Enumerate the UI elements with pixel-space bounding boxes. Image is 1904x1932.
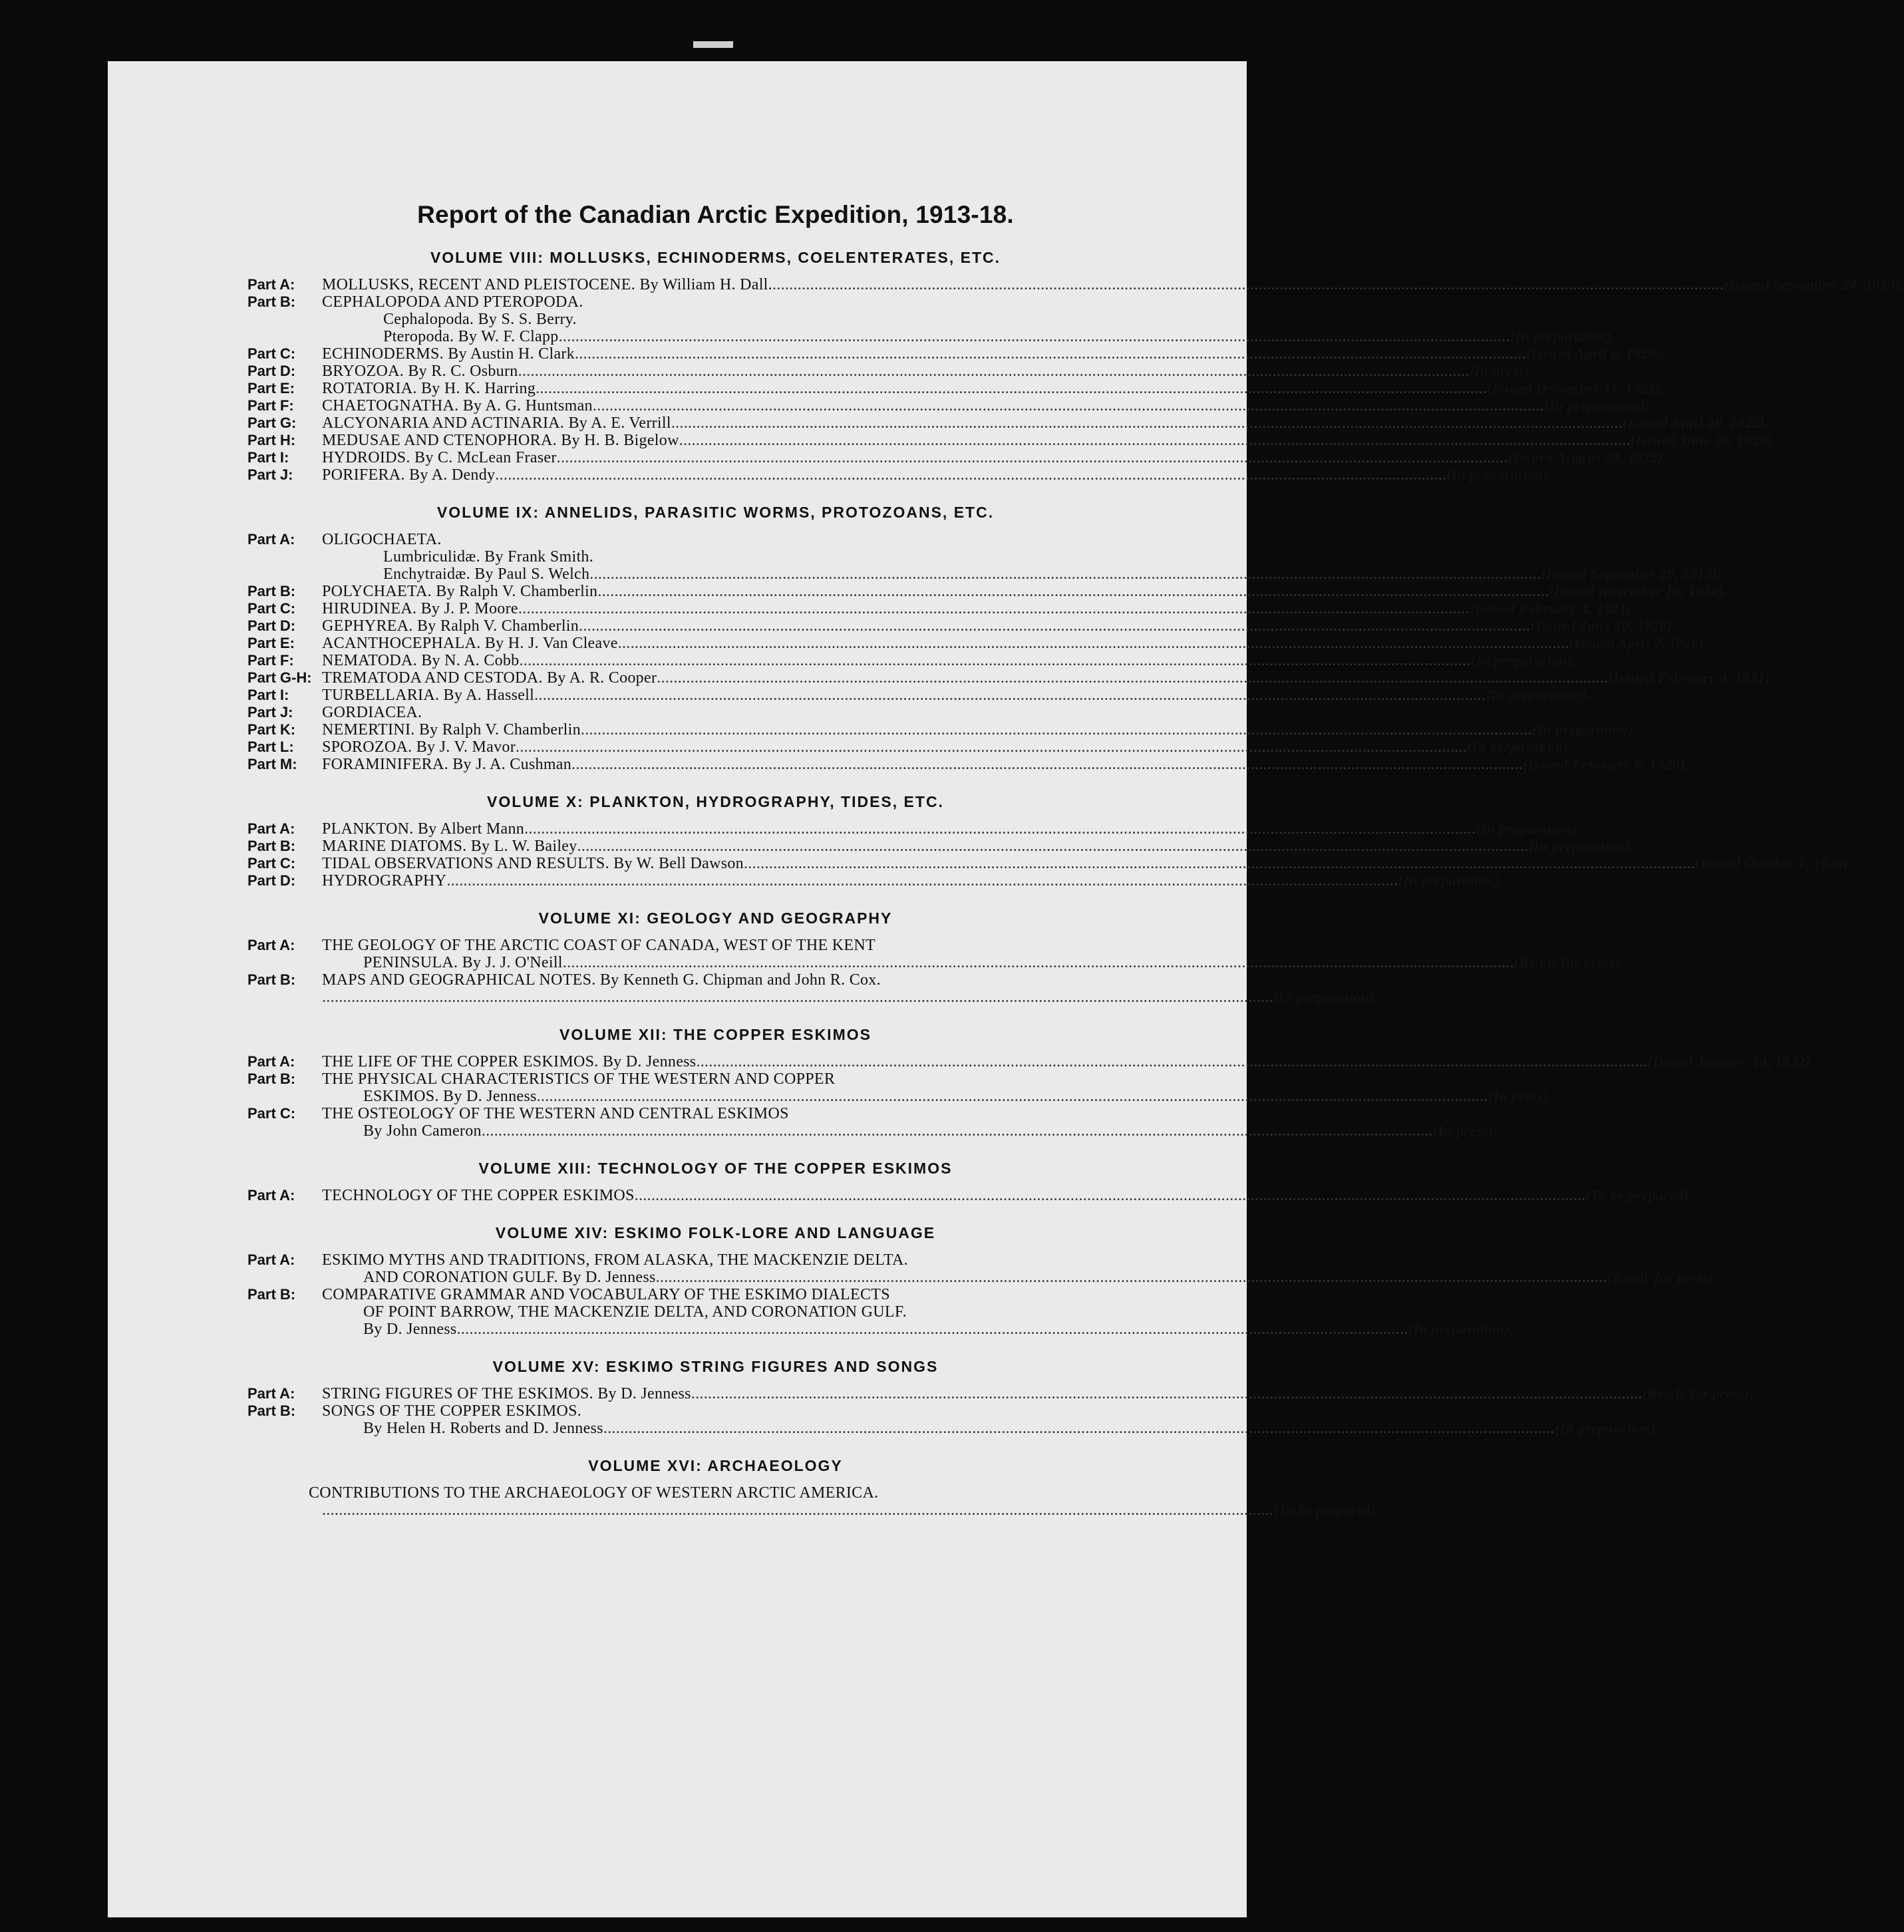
- part-status: (Issued April 6, 1920).: [1526, 345, 1665, 362]
- part-entry: [247, 617, 1676, 635]
- part-label: Part J:: [247, 704, 293, 721]
- leader-dots: [575, 345, 1526, 363]
- leader-dots: [537, 1088, 1488, 1105]
- part-entry: [247, 1420, 1660, 1437]
- leader-dots: [495, 466, 1446, 484]
- leader-dots: [657, 669, 1608, 687]
- part-entry: [247, 432, 1776, 449]
- part-status: (In preparation).: [1470, 652, 1576, 669]
- part-label: Part A:: [247, 1251, 295, 1268]
- part-entry: [247, 1105, 1184, 1122]
- part-title: GEPHYREA. By Ralph V. Chamberlin: [322, 617, 579, 635]
- part-label: Part A:: [247, 820, 295, 837]
- part-entry: [247, 721, 1637, 738]
- part-title: By D. Jenness: [363, 1321, 457, 1338]
- leader-dots: [744, 855, 1695, 872]
- part-entry: [247, 738, 1573, 756]
- part-status: (Ready for press).: [1607, 1269, 1718, 1285]
- part-entry: [247, 1286, 1184, 1303]
- part-title: AND CORONATION GULF. By D. Jenness: [363, 1269, 656, 1286]
- part-label: Part A:: [247, 531, 295, 548]
- part-status: (Issued October 1, 1920).: [1695, 855, 1852, 872]
- leader-dots: [593, 397, 1544, 414]
- part-label: Part B:: [247, 583, 296, 599]
- part-status: (In preparation).: [1398, 872, 1504, 889]
- volume-heading: VOLUME XII: THE COPPER ESKIMOS: [559, 1026, 872, 1043]
- page-content: [247, 201, 1904, 1519]
- part-entry: [247, 380, 1665, 397]
- part-title: COMPARATIVE GRAMMAR AND VOCABULARY OF THE ESKIMO DIALECTS: [322, 1286, 890, 1303]
- part-status: (Issued June 10, 1920).: [1530, 617, 1676, 634]
- leader-dots: [635, 1187, 1586, 1204]
- leader-dots: [581, 721, 1532, 738]
- part-entry: [247, 954, 1625, 971]
- part-label: Part D:: [247, 872, 296, 889]
- page-mark: [693, 41, 733, 48]
- leader-dots: [579, 617, 1530, 635]
- volume-heading: VOLUME XI: GEOLOGY AND GEOGRAPHY: [538, 909, 893, 927]
- part-label: Part F:: [247, 397, 294, 414]
- part-status: (Issued November 16, 1920).: [1549, 583, 1728, 599]
- part-entry: [247, 756, 1689, 773]
- part-title: THE GEOLOGY OF THE ARCTIC COAST OF CANADA, WEST OF THE KENT: [322, 937, 875, 954]
- part-title: ESKIMO MYTHS AND TRADITIONS, FROM ALASKA, THE MACKENZIE DELTA.: [322, 1251, 908, 1269]
- leader-dots: [518, 363, 1470, 380]
- part-status: (Issued September 24, 1919).: [1724, 276, 1904, 293]
- part-entry: [247, 1088, 1552, 1105]
- part-entry: [247, 1053, 1814, 1070]
- part-entry: [247, 1321, 1513, 1338]
- part-status: (Issued January 14, 1922).: [1647, 1053, 1814, 1070]
- part-title: Lumbriculidæ. By Frank Smith.: [383, 548, 594, 565]
- part-label: Part A:: [247, 1385, 295, 1402]
- leader-dots: [671, 414, 1623, 432]
- part-entry: [247, 1402, 1184, 1420]
- part-entry: [247, 855, 1852, 872]
- part-title: GORDIACEA.: [322, 704, 422, 721]
- leader-dots: [516, 738, 1467, 756]
- leader-dots: [597, 583, 1549, 600]
- leader-dots: [656, 1269, 1607, 1286]
- part-status: (Issued April 7, 1920).: [1569, 635, 1708, 651]
- part-status: (Issued April 28, 1922).: [1622, 414, 1769, 431]
- leader-dots: [559, 328, 1510, 345]
- part-title: PLANKTON. By Albert Mann: [322, 820, 525, 838]
- part-label: Part B:: [247, 293, 296, 310]
- leader-dots: [563, 954, 1514, 971]
- part-entry: [247, 414, 1769, 432]
- part-label: Part D:: [247, 617, 296, 634]
- leader-dots: [457, 1321, 1408, 1338]
- part-status: (In press).: [1432, 1122, 1498, 1139]
- part-label: Part A:: [247, 1053, 295, 1070]
- part-entry: [247, 311, 1184, 328]
- part-title: TREMATODA AND CESTODA. By A. R. Cooper: [322, 669, 657, 687]
- part-entry: [247, 466, 1552, 484]
- part-status: (Issued June 30, 1920).: [1630, 432, 1776, 448]
- part-title: MARINE DIATOMS. By L. W. Bailey: [322, 838, 577, 855]
- part-label: Part A:: [247, 276, 295, 293]
- part-title: By Helen H. Roberts and D. Jenness: [363, 1420, 603, 1437]
- part-entry: [247, 989, 1379, 1006]
- part-entry: [247, 1269, 1718, 1286]
- part-title: SPOROZOA. By J. V. Mavor: [322, 738, 516, 756]
- part-title: Cephalopoda. By S. S. Berry.: [383, 311, 577, 328]
- part-title: PORIFERA. By A. Dendy: [322, 466, 496, 484]
- part-entry: [247, 583, 1728, 600]
- part-title: POLYCHAETA. By Ralph V. Chamberlin: [322, 583, 598, 600]
- part-entry: [247, 565, 1721, 583]
- part-entry: [247, 635, 1708, 652]
- part-entry: [247, 1070, 1184, 1088]
- part-title: ACANTHOCEPHALA. By H. J. Van Cleave: [322, 635, 618, 652]
- leader-dots: [322, 1502, 1273, 1519]
- part-status: (In preparation).: [1486, 687, 1591, 703]
- part-entry: [247, 1484, 1184, 1502]
- part-title: By John Cameron: [363, 1122, 482, 1140]
- leader-dots: [571, 756, 1523, 773]
- part-status: (Ready for press).: [1642, 1385, 1754, 1402]
- part-entry: [247, 971, 1184, 989]
- part-entry: [247, 669, 1774, 687]
- part-label: Part A:: [247, 1187, 295, 1204]
- part-status: (In preparation).: [1528, 838, 1634, 854]
- part-title: ECHINODERMS. By Austin H. Clark: [322, 345, 575, 363]
- part-entry: [247, 345, 1665, 363]
- part-label: Part C:: [247, 1105, 296, 1122]
- leader-dots: [536, 380, 1487, 397]
- part-label: Part E:: [247, 380, 295, 397]
- part-entry: [247, 276, 1904, 293]
- part-title: MOLLUSKS, RECENT AND PLEISTOCENE. By William H. Dall.: [322, 276, 772, 293]
- part-title: FORAMINIFERA. By J. A. Cushman: [322, 756, 572, 773]
- leader-dots: [603, 1420, 1555, 1437]
- leader-dots: [772, 276, 1724, 293]
- part-status: (Issued September 29, 1919).: [1541, 565, 1721, 582]
- part-title: MAPS AND GEOGRAPHICAL NOTES. By Kenneth G. Chipman and John R. Cox.: [322, 971, 881, 989]
- part-entry: [247, 600, 1636, 617]
- part-status: (In preparation).: [1532, 721, 1637, 738]
- part-status: (To be prepared).: [1585, 1187, 1692, 1204]
- part-status: (Issued August 24, 1922).: [1507, 449, 1667, 466]
- part-entry: [247, 1251, 1184, 1269]
- part-entry: [247, 1122, 1498, 1140]
- part-label: Part G-H:: [247, 669, 312, 686]
- part-entry: [247, 820, 1581, 838]
- part-title: NEMERTINI. By Ralph V. Chamberlin: [322, 721, 581, 738]
- part-status: (Issued February 4, 1921).: [1469, 600, 1636, 617]
- leader-dots: [577, 838, 1529, 855]
- part-title: BRYOZOA. By R. C. Osburn: [322, 363, 518, 380]
- page-title: Report of the Canadian Arctic Expedition, 1913-18.: [417, 201, 1014, 228]
- part-title: ALCYONARIA AND ACTINARIA. By A. E. Verrill: [322, 414, 671, 432]
- part-title: THE LIFE OF THE COPPER ESKIMOS. By D. Jenness: [322, 1053, 697, 1070]
- leader-dots: [691, 1385, 1643, 1402]
- volume-heading: VOLUME VIII: MOLLUSKS, ECHINODERMS, COELENTERATES, ETC.: [430, 249, 1001, 266]
- part-title: OF POINT BARROW, THE MACKENZIE DELTA, AND CORONATION GULF.: [363, 1303, 907, 1321]
- leader-dots: [482, 1122, 1433, 1140]
- part-title: Pteropoda. By W. F. Clapp: [383, 328, 559, 345]
- part-entry: [247, 1385, 1754, 1402]
- part-title: CHAETOGNATHA. By A. G. Huntsman: [322, 397, 593, 414]
- part-title: TURBELLARIA. By A. Hassell: [322, 687, 535, 704]
- part-status: (In preparation).: [1467, 738, 1573, 755]
- part-entry: [247, 548, 1184, 565]
- part-label: Part D:: [247, 363, 296, 379]
- part-entry: [247, 652, 1576, 669]
- part-title: HIRUDINEA. By J. P. Moore: [322, 600, 518, 617]
- part-entry: [247, 872, 1504, 889]
- part-entry: [247, 937, 1184, 954]
- part-title: THE PHYSICAL CHARACTERISTICS OF THE WESTERN AND COPPER: [322, 1070, 836, 1088]
- leader-dots: [534, 687, 1486, 704]
- part-status: (In preparation).: [1509, 328, 1615, 345]
- part-title: OLIGOCHAETA.: [322, 531, 442, 548]
- leader-dots: [446, 872, 1398, 889]
- part-status: (In preparation).: [1446, 466, 1552, 483]
- volume-heading: VOLUME IX: ANNELIDS, PARASITIC WORMS, PROTOZOANS, ETC.: [436, 504, 995, 521]
- part-label: Part E:: [247, 635, 295, 651]
- part-title: STRING FIGURES OF THE ESKIMOS. By D. Jenness: [322, 1385, 691, 1402]
- part-title: TECHNOLOGY OF THE COPPER ESKIMOS: [322, 1187, 635, 1204]
- part-label: Part B:: [247, 838, 296, 854]
- document-page: [108, 61, 1904, 1917]
- part-label: Part G:: [247, 414, 297, 431]
- leader-dots: [524, 820, 1476, 838]
- part-label: Part B:: [247, 1070, 296, 1087]
- leader-dots: [696, 1053, 1647, 1070]
- part-entry: [247, 449, 1667, 466]
- part-label: Part F:: [247, 652, 294, 669]
- part-label: Part B:: [247, 1286, 296, 1303]
- leader-dots: [618, 635, 1569, 652]
- part-label: Part B:: [247, 1402, 296, 1419]
- part-status: (In press).: [1488, 1088, 1552, 1104]
- part-status: (Ready for press).: [1513, 954, 1625, 971]
- volume-heading: VOLUME X: PLANKTON, HYDROGRAPHY, TIDES, ETC.: [487, 793, 944, 810]
- part-title: NEMATODA. By N. A. Cobb: [322, 652, 520, 669]
- part-status: (To be prepared).: [1273, 1502, 1380, 1518]
- part-title: MEDUSAE AND CTENOPHORA. By H. B. Bigelow: [322, 432, 679, 449]
- part-status: (In preparation).: [1273, 989, 1379, 1005]
- part-entry: [247, 1502, 1380, 1519]
- part-entry: [247, 397, 1649, 414]
- part-label: Part L:: [247, 738, 294, 755]
- part-title: PENINSULA. By J. J. O'Neill: [363, 954, 563, 971]
- part-label: Part C:: [247, 600, 296, 617]
- part-status: (In preparation).: [1554, 1420, 1660, 1436]
- part-label: Part I:: [247, 449, 289, 466]
- part-label: Part M:: [247, 756, 297, 772]
- part-status: (In preparation).: [1543, 397, 1649, 414]
- part-title: HYDROIDS. By C. McLean Fraser: [322, 449, 557, 466]
- part-title: CONTRIBUTIONS TO THE ARCHAEOLOGY OF WESTERN ARCTIC AMERICA.: [309, 1484, 879, 1502]
- part-label: Part B:: [247, 971, 296, 988]
- part-label: Part A:: [247, 937, 295, 953]
- volume-heading: VOLUME XV: ESKIMO STRING FIGURES AND SONGS: [492, 1358, 939, 1375]
- part-entry: [247, 363, 1533, 380]
- leader-dots: [679, 432, 1631, 449]
- part-label: Part C:: [247, 855, 296, 872]
- part-entry: [247, 704, 1184, 721]
- part-entry: [247, 531, 1184, 548]
- volume-heading: VOLUME XIII: TECHNOLOGY OF THE COPPER ESKIMOS: [478, 1160, 953, 1177]
- part-title: ROTATORIA. By H. K. Harring: [322, 380, 536, 397]
- part-status: (In preparation).: [1408, 1321, 1513, 1337]
- leader-dots: [519, 652, 1470, 669]
- part-label: Part J:: [247, 466, 293, 483]
- part-status: (In preparation).: [1476, 820, 1581, 837]
- volume-heading: VOLUME XVI: ARCHAEOLOGY: [588, 1457, 843, 1474]
- part-title: CEPHALOPODA AND PTEROPODA.: [322, 293, 583, 311]
- leader-dots: [589, 565, 1541, 583]
- part-status: (Issued December 31, 1921).: [1487, 380, 1665, 397]
- part-title: HYDROGRAPHY: [322, 872, 447, 889]
- volume-list: [247, 249, 1904, 1519]
- part-label: Part C:: [247, 345, 296, 362]
- part-entry: [247, 1303, 1184, 1321]
- part-label: Part I:: [247, 687, 289, 703]
- part-entry: [247, 1187, 1692, 1204]
- part-entry: [247, 687, 1591, 704]
- leader-dots: [322, 989, 1273, 1006]
- part-entry: [247, 293, 1184, 311]
- part-entry: [247, 328, 1615, 345]
- part-title: TIDAL OBSERVATIONS AND RESULTS. By W. Bell Dawson: [322, 855, 744, 872]
- part-status: (Issued February 4, 1921).: [1608, 669, 1774, 686]
- part-status: (Issued February 6, 1920).: [1523, 756, 1689, 772]
- part-label: Part K:: [247, 721, 296, 738]
- leader-dots: [518, 600, 1470, 617]
- part-title: SONGS OF THE COPPER ESKIMOS.: [322, 1402, 582, 1420]
- part-title: ESKIMOS. By D. Jenness: [363, 1088, 537, 1105]
- part-title: THE OSTEOLOGY OF THE WESTERN AND CENTRAL ESKIMOS: [322, 1105, 789, 1122]
- part-label: Part H:: [247, 432, 296, 448]
- part-entry: [247, 838, 1634, 855]
- leader-dots: [557, 449, 1508, 466]
- volume-heading: VOLUME XIV: ESKIMO FOLK-LORE AND LANGUAGE: [495, 1224, 936, 1241]
- part-title: Enchytraidæ. By Paul S. Welch: [383, 565, 590, 583]
- part-status: (In press).: [1469, 363, 1533, 379]
